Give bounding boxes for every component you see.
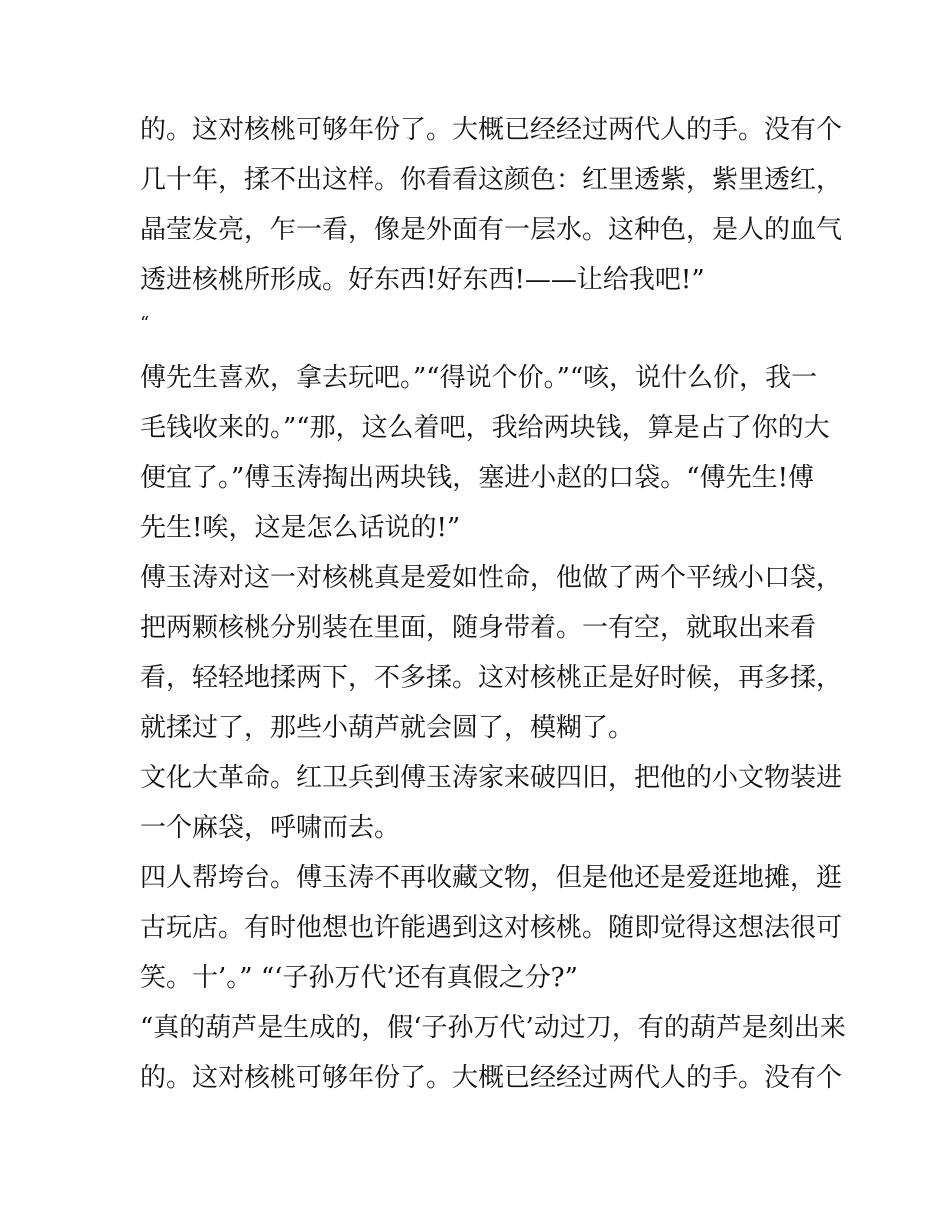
text-line-1: 的。这对核桃可够年份了。大概已经经过两代人的手。没有个 bbox=[140, 115, 843, 145]
text-line-13: 就揉过了，那些小葫芦就会圆了，模糊了。 bbox=[140, 713, 635, 743]
text-line-12: 看，轻轻地揉两下，不多揉。这对核桃正是好时候，再多揉， bbox=[140, 663, 843, 693]
text-line-8: 便宜了。”傅玉涛掏出两块钱，塞进小赵的口袋。“傅先生!傅 bbox=[140, 463, 815, 493]
text-line-4: 透进核桃所形成。好东西!好东西!——让给我吧!” bbox=[140, 265, 705, 295]
text-line-6: 傅先生喜欢，拿去玩吧。”“得说个价。”“咳，说什么价，我一 bbox=[140, 363, 818, 393]
text-line-18: 笑。十’。” “‘子孙万代’还有真假之分?” bbox=[140, 963, 578, 993]
text-line-17: 古玩店。有时他想也许能遇到这对核桃。随即觉得这想法很可 bbox=[140, 913, 843, 943]
text-line-10: 傅玉涛对这一对核桃真是爱如性命，他做了两个平绒小口袋， bbox=[140, 563, 843, 593]
text-line-15: 一个麻袋，呼啸而去。 bbox=[140, 813, 401, 843]
text-line-16: 四人帮垮台。傅玉涛不再收藏文物，但是他还是爱逛地摊，逛 bbox=[140, 863, 843, 893]
text-line-2: 几十年，揉不出这样。你看看这颜色：红里透紫，紫里透红， bbox=[140, 165, 843, 195]
text-line-20: 的。这对核桃可够年份了。大概已经经过两代人的手。没有个 bbox=[140, 1063, 843, 1093]
text-line-11: 把两颗核桃分别装在里面，随身带着。一有空，就取出来看 bbox=[140, 613, 817, 643]
text-line-7: 毛钱收来的。”“那，这么着吧，我给两块钱，算是占了你的大 bbox=[140, 413, 830, 443]
text-line-3: 晶莹发亮，乍一看，像是外面有一层水。这种色，是人的血气 bbox=[140, 215, 843, 245]
text-line-19: “真的葫芦是生成的，假‘子孙万代’动过刀，有的葫芦是刻出来 bbox=[140, 1013, 846, 1043]
text-line-14: 文化大革命。红卫兵到傅玉涛家来破四旧，把他的小文物装进 bbox=[140, 763, 843, 793]
text-line-5: “ bbox=[140, 313, 150, 334]
text-line-9: 先生!唉，这是怎么话说的!” bbox=[140, 513, 461, 543]
